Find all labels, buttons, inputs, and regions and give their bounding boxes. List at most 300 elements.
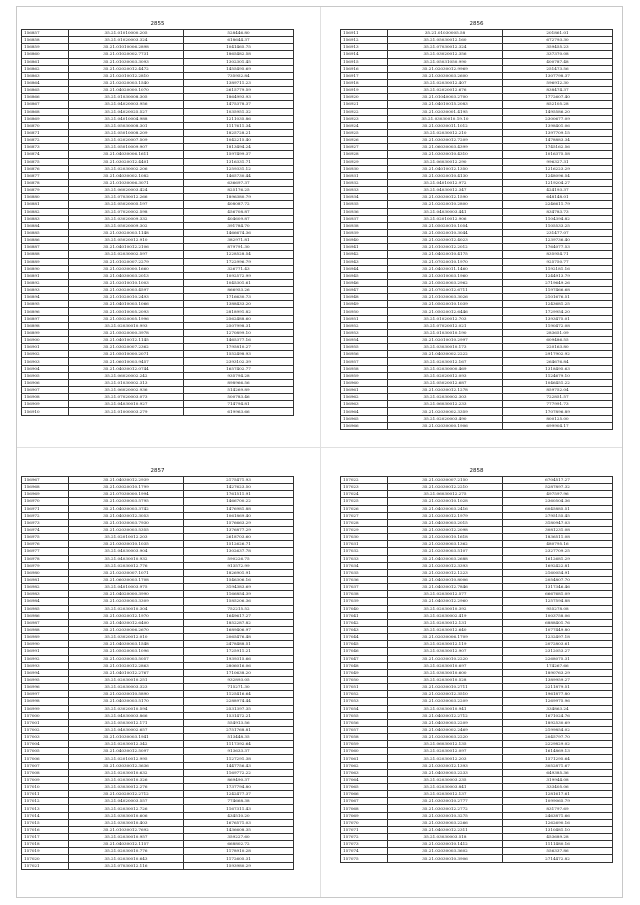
amount-value: 424193.37 xyxy=(503,187,613,194)
table-row xyxy=(341,229,613,236)
cadastral-code: 35.21.06030012.233 xyxy=(388,401,503,408)
amount-value: 1466674.36 xyxy=(184,229,294,236)
table-row xyxy=(22,534,294,541)
table-row xyxy=(341,805,613,812)
amount-value: 497597.96 xyxy=(503,491,613,498)
table-row xyxy=(22,344,294,351)
row-id: 157054 xyxy=(341,705,388,712)
cadastral-code: 35.21.03030010.941 xyxy=(388,705,503,712)
row-id: 156915 xyxy=(341,58,388,65)
amount-value: 1745162.56 xyxy=(503,144,613,151)
row-id: 156967 xyxy=(22,477,69,484)
amount-value: 1248096.54 xyxy=(503,172,613,179)
cadastral-code: 35.21.02030006.2670 xyxy=(69,626,184,633)
cadastral-code: 35.21.02030012.776 xyxy=(69,562,184,569)
amount-value: 1571295.64 xyxy=(503,755,613,762)
row-id: 156956 xyxy=(341,351,388,358)
cadastral-code: 35.21.04030012.2939 xyxy=(69,477,184,484)
cadastral-code: 35.21.02030003.5057 xyxy=(69,655,184,662)
cadastral-code: 35.21.01030010.190 xyxy=(388,329,503,336)
table-row xyxy=(341,819,613,826)
quadrant-page-number: 2856 xyxy=(469,21,484,27)
row-id: 156863 xyxy=(22,72,69,79)
row-id: 157006 xyxy=(22,755,69,762)
row-id: 157056 xyxy=(341,719,388,726)
amount-value: 528446.80 xyxy=(184,30,294,37)
amount-value: 2618703.60 xyxy=(184,534,294,541)
table-row xyxy=(341,726,613,733)
table-row xyxy=(22,584,294,591)
row-id: 156893 xyxy=(22,287,69,294)
amount-value: 672793.30 xyxy=(503,37,613,44)
cadastral-code: 35.21.02030000.1660 xyxy=(69,265,184,272)
amount-value: 1190472.08 xyxy=(503,322,613,329)
row-id: 156968 xyxy=(22,484,69,491)
row-id: 156866 xyxy=(22,94,69,101)
table-row xyxy=(341,408,613,415)
row-id: 157063 xyxy=(341,769,388,776)
row-id: 156900 xyxy=(22,337,69,344)
table-row xyxy=(341,244,613,251)
table-row xyxy=(22,669,294,676)
amount-value: 898966.56 xyxy=(184,379,294,386)
table-row xyxy=(341,576,613,583)
row-id: 156888 xyxy=(22,251,69,258)
row-id: 157005 xyxy=(22,748,69,755)
amount-value: 2045797.70 xyxy=(503,734,613,741)
table-row xyxy=(341,784,613,791)
cadastral-code: 35.21.02030010.1412 xyxy=(388,841,503,848)
row-id: 156898 xyxy=(22,322,69,329)
cadastral-code: 35.21.05020000.3978 xyxy=(69,329,184,336)
row-id: 157013 xyxy=(22,805,69,812)
row-id: 156928 xyxy=(341,151,388,158)
table-row xyxy=(341,351,613,358)
amount-value: 1576663.29 xyxy=(184,519,294,526)
table-row xyxy=(341,329,613,336)
cadastral-code: 35.21.05030012.171 xyxy=(69,719,184,726)
amount-value: 1035951.32 xyxy=(184,108,294,115)
cadastral-code: 35.21.02030012.407 xyxy=(388,79,503,86)
cadastral-code: 35.21.06020002.242 xyxy=(69,372,184,379)
amount-value: 668802.72 xyxy=(184,841,294,848)
amount-value: 251473.56 xyxy=(503,65,613,72)
amount-value: 619963.66 xyxy=(184,408,294,415)
cadastral-code: 35.21.02030012.167 xyxy=(388,358,503,365)
table-row xyxy=(341,555,613,562)
cadastral-code: 35.21.04030003.2209 xyxy=(388,719,503,726)
cadastral-code: 35.21.05020005.197 xyxy=(69,201,184,208)
cadastral-code: 35.21.04010004.988 xyxy=(69,115,184,122)
cadastral-code: 35.21.01030012.2012 xyxy=(388,244,503,251)
cadastral-code: 35.21.02030012.3393 xyxy=(388,562,503,569)
row-id: 156944 xyxy=(341,265,388,272)
row-id: 156903 xyxy=(22,358,69,365)
amount-value: 1127291.38 xyxy=(184,755,294,762)
row-id: 157004 xyxy=(22,741,69,748)
amount-value: 513448.35 xyxy=(184,734,294,741)
amount-value: 838474.37 xyxy=(503,87,613,94)
amount-value: 1239736.40 xyxy=(503,237,613,244)
amount-value: 649385.36 xyxy=(503,769,613,776)
amount-value: 2463871.66 xyxy=(503,812,613,819)
amount-value: 3081231.08 xyxy=(503,526,613,533)
cadastral-code: 35.21.03020003.1148 xyxy=(69,229,184,236)
amount-value: 590226.75 xyxy=(184,555,294,562)
cadastral-code: 35.21.02030010.1618 xyxy=(388,534,503,541)
cadastral-code: 35.21.04030002.2222 xyxy=(388,351,503,358)
table-row xyxy=(22,684,294,691)
cadastral-code: 35.21.02010012.203 xyxy=(69,534,184,541)
row-id: 156876 xyxy=(22,165,69,172)
amount-value: 722851.57 xyxy=(503,394,613,401)
table-row xyxy=(22,244,294,251)
row-id: 156965 xyxy=(341,415,388,422)
cadastral-code: 35.21.01010000.205 xyxy=(69,30,184,37)
amount-value: 6045885.51 xyxy=(503,505,613,512)
row-id: 156990 xyxy=(22,641,69,648)
table-row xyxy=(341,662,613,669)
amount-value: 6704517.27 xyxy=(503,477,613,484)
amount-value: 859752.04 xyxy=(503,387,613,394)
amount-value: 1531472.21 xyxy=(184,712,294,719)
table-row xyxy=(341,151,613,158)
table-row xyxy=(22,519,294,526)
cadastral-code: 35.21.03020003.4597 xyxy=(69,287,184,294)
row-id: 156911 xyxy=(341,30,388,37)
row-id: 157060 xyxy=(341,748,388,755)
table-row xyxy=(22,691,294,698)
row-id: 156912 xyxy=(341,37,388,44)
cadastral-code: 35.21.04020003.557 xyxy=(69,798,184,805)
quadrant-page-number: 2858 xyxy=(469,468,484,474)
table-row xyxy=(341,379,613,386)
cadastral-code: 35.21.04030012.7846 xyxy=(388,584,503,591)
row-id: 156920 xyxy=(341,94,388,101)
row-id: 157031 xyxy=(341,541,388,548)
amount-value: 1716630.73 xyxy=(184,294,294,301)
table-row xyxy=(341,512,613,519)
amount-value: 852105.28 xyxy=(503,101,613,108)
cadastral-code: 35.21.02030012.9969 xyxy=(388,65,503,72)
row-id: 156980 xyxy=(22,569,69,576)
table-row xyxy=(22,576,294,583)
amount-value: 391784.70 xyxy=(184,222,294,229)
row-id: 156887 xyxy=(22,244,69,251)
row-id: 156864 xyxy=(22,79,69,86)
table-row xyxy=(22,812,294,819)
row-id: 157048 xyxy=(341,662,388,669)
table-row xyxy=(341,279,613,286)
amount-value: 835954.71 xyxy=(503,251,613,258)
table-row xyxy=(341,669,613,676)
cadastral-code: 35.21.03030012.7209 xyxy=(388,137,503,144)
row-id: 156917 xyxy=(341,72,388,79)
amount-value: 1232497.18 xyxy=(503,634,613,641)
cadastral-code: 35.21.01030003.3026 xyxy=(388,294,503,301)
table-row xyxy=(22,612,294,619)
table-row xyxy=(341,655,613,662)
cadastral-code: 35.21.04020000.3990 xyxy=(69,591,184,598)
table-row xyxy=(341,498,613,505)
table-row xyxy=(22,201,294,208)
row-id: 156881 xyxy=(22,201,69,208)
cadastral-code: 35.21.03020010.4130 xyxy=(388,172,503,179)
cadastral-code: 35.21.02030012.119 xyxy=(388,641,503,648)
table-row xyxy=(22,755,294,762)
row-id: 156922 xyxy=(341,108,388,115)
table-row xyxy=(341,194,613,201)
amount-value: 1892530.69 xyxy=(503,719,613,726)
amount-value: 1813494.24 xyxy=(184,144,294,151)
amount-value: 1729954.20 xyxy=(503,308,613,315)
table-row xyxy=(341,158,613,165)
row-id: 156998 xyxy=(22,698,69,705)
cadastral-code: 35.21.04030002.1082 xyxy=(69,172,184,179)
row-id: 156964 xyxy=(341,408,388,415)
table-row xyxy=(22,379,294,386)
amount-value: 925750.77 xyxy=(503,258,613,265)
amount-value: 735952.84 xyxy=(184,72,294,79)
amount-value: 1671024.76 xyxy=(503,712,613,719)
table-row xyxy=(22,491,294,498)
row-id: 156891 xyxy=(22,272,69,279)
amount-value: 2160054.91 xyxy=(503,569,613,576)
table-row xyxy=(22,598,294,605)
amount-value: 408087.72 xyxy=(184,201,294,208)
table-row xyxy=(22,655,294,662)
amount-value: 1259331.12 xyxy=(184,165,294,172)
table-row xyxy=(341,65,613,72)
amount-value: 1125416.64 xyxy=(184,691,294,698)
amount-value: 1772607.40 xyxy=(503,94,613,101)
amount-value: 2795155.45 xyxy=(503,512,613,519)
table-row xyxy=(341,562,613,569)
table-row xyxy=(22,498,294,505)
cadastral-code: 35.21.02030012.640 xyxy=(388,626,503,633)
cadastral-code: 35.21.04010003.1066 xyxy=(69,301,184,308)
cadastral-code: 35.21.02030010.528 xyxy=(388,676,503,683)
amount-value: 2288974.44 xyxy=(184,698,294,705)
table-row xyxy=(341,187,613,194)
cadastral-code: 35.21.04010012.1145 xyxy=(69,337,184,344)
cadastral-code: 35.21.03030012.3636 xyxy=(69,762,184,769)
table-row xyxy=(341,541,613,548)
cadastral-code: 35.21.02030001.4195 xyxy=(388,108,503,115)
row-id: 157037 xyxy=(341,584,388,591)
cadastral-code: 35.21.02030003.5355 xyxy=(69,526,184,533)
row-id: 156869 xyxy=(22,115,69,122)
row-id: 156931 xyxy=(341,172,388,179)
cadastral-code: 35.21.01030003.7930 xyxy=(69,519,184,526)
amount-value: 1393475.01 xyxy=(503,315,613,322)
row-id: 156914 xyxy=(341,51,388,58)
table-row xyxy=(22,798,294,805)
table-row xyxy=(22,58,294,65)
cadastral-code: 35.21.05020010.1039 xyxy=(388,301,503,308)
row-id: 156895 xyxy=(22,301,69,308)
row-id: 156909 xyxy=(22,401,69,408)
table-row xyxy=(22,401,294,408)
table-row xyxy=(341,144,613,151)
amount-value: 1318495.63 xyxy=(503,365,613,372)
row-id: 156884 xyxy=(22,222,69,229)
table-row xyxy=(341,712,613,719)
cadastral-code: 35.21.02030002.303 xyxy=(388,394,503,401)
row-id: 156927 xyxy=(341,144,388,151)
amount-value: 1244913.79 xyxy=(503,272,613,279)
cadastral-code: 35.21.02030012.131 xyxy=(388,619,503,626)
cadastral-code: 35.21.04030006.1611 xyxy=(69,151,184,158)
amount-value: 2615779.59 xyxy=(184,87,294,94)
row-id: 156940 xyxy=(341,237,388,244)
amount-value: 1099065.79 xyxy=(503,798,613,805)
cadastral-code: 35.21.03030012.1590 xyxy=(388,194,503,201)
amount-value: 3180947.03 xyxy=(503,519,613,526)
cadastral-code: 35.21.02030010.392 xyxy=(388,605,503,612)
cadastral-code: 35.21.04030003.904 xyxy=(69,548,184,555)
row-id: 157000 xyxy=(22,712,69,719)
cadastral-code: 35.21.02020003.490 xyxy=(388,415,503,422)
cadastral-code: 35.21.03010003.1960 xyxy=(388,272,503,279)
table-row xyxy=(22,548,294,555)
row-id: 156930 xyxy=(341,165,388,172)
amount-value: 932893.05 xyxy=(184,676,294,683)
row-id: 156875 xyxy=(22,158,69,165)
cadastral-code: 35.21.04010012.1350 xyxy=(388,165,503,172)
table-row xyxy=(341,322,613,329)
amount-value: 866953.26 xyxy=(184,287,294,294)
amount-value: 2175471.93 xyxy=(184,477,294,484)
table-row xyxy=(341,337,613,344)
row-id: 156880 xyxy=(22,194,69,201)
cadastral-code: 35.21.03020012.356 xyxy=(388,51,503,58)
cadastral-code: 35.21.02030012.1278 xyxy=(388,387,503,394)
cadastral-code: 35.21.04030010.927 xyxy=(69,401,184,408)
table-row xyxy=(22,279,294,286)
table-row xyxy=(22,555,294,562)
cadastral-code: 35.21.05020003.2962 xyxy=(388,279,503,286)
row-id: 156938 xyxy=(341,222,388,229)
amount-value: 1427623.50 xyxy=(184,484,294,491)
row-id: 156910 xyxy=(22,408,69,415)
amount-value: 1552498.93 xyxy=(184,351,294,358)
cadastral-code: 35.21.02010012.995 xyxy=(69,755,184,762)
table-row xyxy=(341,315,613,322)
amount-value: 319944.08 xyxy=(503,776,613,783)
table-row xyxy=(341,401,613,408)
table-row xyxy=(22,215,294,222)
cadastral-code: 35.21.04010012.2767 xyxy=(69,669,184,676)
table-row xyxy=(341,101,613,108)
row-id: 157023 xyxy=(341,484,388,491)
table-row xyxy=(22,591,294,598)
cadastral-code: 35.21.03030010.19.10 xyxy=(388,115,503,122)
table-row xyxy=(22,208,294,215)
row-id: 156921 xyxy=(341,101,388,108)
table-row xyxy=(341,215,613,222)
cadastral-code: 35.21.02030012.097 xyxy=(388,748,503,755)
table-row xyxy=(341,491,613,498)
cadastral-code: 35.21.01020012.703 xyxy=(388,315,503,322)
cadastral-code: 35.21.05020012.910 xyxy=(69,237,184,244)
cadastral-code: 35.21.02030002.206 xyxy=(69,165,184,172)
row-id: 157009 xyxy=(22,776,69,783)
amount-value: 2101676.51 xyxy=(503,294,613,301)
table-row xyxy=(341,684,613,691)
cadastral-code: 35.21.07020002.598 xyxy=(69,208,184,215)
amount-value: 834783.73 xyxy=(503,208,613,215)
table-row xyxy=(22,101,294,108)
cadastral-code: 35.21.04030002.2469 xyxy=(388,726,503,733)
amount-value: 2300677.09 xyxy=(503,115,613,122)
cadastral-code: 35.21.02030003.1362 xyxy=(388,541,503,548)
cadastral-code: 35.21.04030010.8006 xyxy=(388,576,503,583)
amount-value: 596912.30 xyxy=(503,79,613,86)
cadastral-code: 35.21.07030012.324 xyxy=(388,44,503,51)
table-row xyxy=(341,648,613,655)
amount-value: 715271.30 xyxy=(184,684,294,691)
cadastral-code: 35.21.03030012.276 xyxy=(69,784,184,791)
row-id: 157049 xyxy=(341,669,388,676)
row-id: 156878 xyxy=(22,179,69,186)
cadastral-code: 35.21.05020005.1996 xyxy=(69,315,184,322)
table-row xyxy=(22,619,294,626)
amount-value: 2065476.48 xyxy=(184,634,294,641)
cadastral-code: 35.21.05010008.209 xyxy=(69,129,184,136)
cadastral-code: 35.21.03020010.1799 xyxy=(69,484,184,491)
amount-value: 777991.73 xyxy=(503,401,613,408)
table-row xyxy=(341,79,613,86)
cadastral-code: 35.21.02030010.251 xyxy=(69,676,184,683)
row-id: 157061 xyxy=(341,755,388,762)
cadastral-code: 35.21.06030012.275 xyxy=(388,491,503,498)
row-id: 156960 xyxy=(341,379,388,386)
row-id: 156924 xyxy=(341,122,388,129)
row-id: 157075 xyxy=(341,855,388,862)
amount-value: 648148.01 xyxy=(503,194,613,201)
table-row xyxy=(22,676,294,683)
row-id: 157074 xyxy=(341,848,388,855)
amount-value: 556337.86 xyxy=(503,848,613,855)
amount-value: 2507998.31 xyxy=(184,322,294,329)
amount-value: 1546306.16 xyxy=(184,576,294,583)
row-id: 157038 xyxy=(341,591,388,598)
table-row xyxy=(22,222,294,229)
amount-value: 400787.48 xyxy=(503,58,613,65)
amount-value: 1124679.10 xyxy=(503,372,613,379)
cadastral-code: 35.21.06020003.424 xyxy=(69,187,184,194)
row-id: 156985 xyxy=(22,605,69,612)
row-id: 156979 xyxy=(22,562,69,569)
cadastral-code: 35.21.04030012.3053 xyxy=(69,512,184,519)
cadastral-code: 35.21.04030003.2688 xyxy=(388,555,503,562)
amount-value: 1228528.54 xyxy=(184,251,294,258)
cadastral-code: 35.21.04010015.2083 xyxy=(388,101,503,108)
row-id: 156906 xyxy=(22,379,69,386)
table-row xyxy=(22,791,294,798)
cadastral-code: 35.21.07030012.116 xyxy=(69,862,184,869)
amount-value: 1455495.69 xyxy=(184,65,294,72)
cadastral-code: 35.21.06020002.936 xyxy=(69,387,184,394)
table-row xyxy=(22,37,294,44)
amount-value: 326771.43 xyxy=(184,265,294,272)
cadastral-code: 35.21.04030003.3742 xyxy=(69,505,184,512)
row-id: 157044 xyxy=(341,634,388,641)
table-row xyxy=(22,251,294,258)
cadastral-code: 35.21.07030000.1994 xyxy=(69,491,184,498)
row-id: 157055 xyxy=(341,712,388,719)
